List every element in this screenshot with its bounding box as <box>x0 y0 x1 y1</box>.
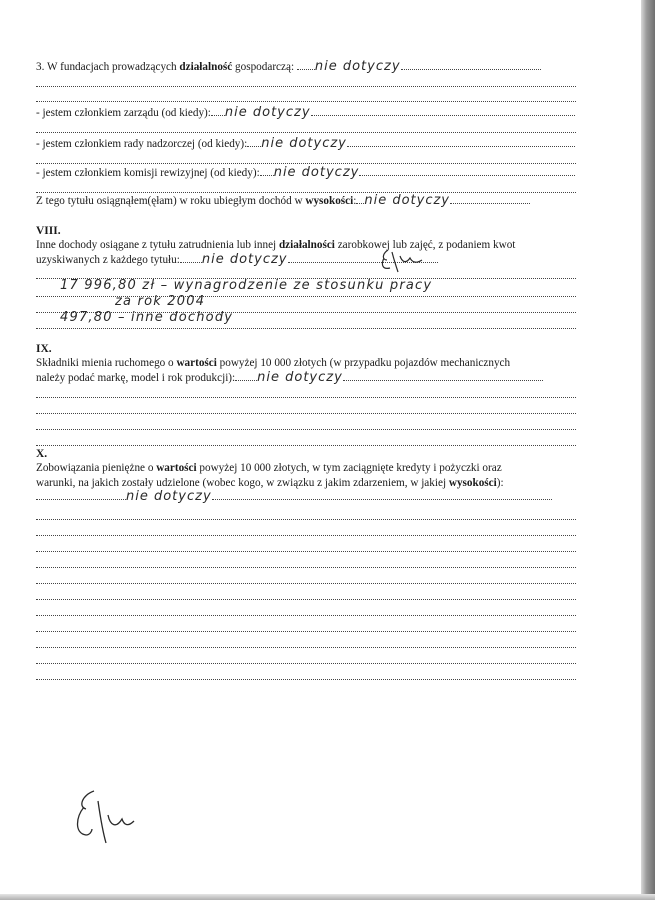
liabilities-handwritten-answer: nie dotyczy <box>126 490 212 504</box>
other-income-label: uzyskiwanych z każdego tytułu: <box>36 254 180 266</box>
other-income-year-answer: za rok 2004 <box>115 294 206 309</box>
audit-committee-label: - jestem członkiem komisji rewizyjnej (od kiedy): <box>36 167 260 179</box>
supervisory-board-handwritten-answer: nie dotyczy <box>261 137 347 151</box>
other-income-text-prefix: Inne dochody osiągane z tytułu zatrudnienia lub innej <box>36 239 279 251</box>
liabilities-text <box>36 461 576 475</box>
signature <box>68 785 138 855</box>
movable-assets-handwritten-answer: nie dotyczy <box>257 371 343 385</box>
other-income-text <box>36 238 576 252</box>
foundations-label: 3. W fundacjach prowadzących <box>36 61 180 73</box>
other-income-text-suffix: zarobkowej lub zajęć, z podaniem kwot <box>334 239 516 251</box>
income-label: Z tego tytułu osiągnąłem(ęłam) w roku ubiegłym dochód w <box>36 195 306 207</box>
foundations-label-bold: działalność <box>179 61 233 73</box>
section-viii-heading: VIII. <box>36 225 61 237</box>
liabilities-text2-prefix: warunki, na jakich zostały udzielone (wobec kogo, w związku z jakim zdarzeniem, w jakiej <box>36 477 449 489</box>
scan-bottom-edge <box>0 894 655 900</box>
liabilities-text2-bold: wysokości <box>448 477 497 489</box>
board-member-line <box>36 106 576 120</box>
income-line <box>36 194 576 208</box>
liabilities-answer-line <box>36 490 576 504</box>
movable-assets-text-2 <box>36 371 576 385</box>
foundations-handwritten-answer: nie dotyczy <box>314 60 401 74</box>
movable-assets-label: należy podać markę, model i rok produkcji): <box>36 372 236 384</box>
movable-assets-text-suffix: powyżej 10 000 złotych (w przypadku pojazdów mechanicznych <box>216 357 511 369</box>
audit-committee-line <box>36 166 576 180</box>
liabilities-text-bold: wartości <box>156 462 197 474</box>
other-income-first-answer: nie dotyczy <box>201 253 288 267</box>
liabilities-text2-suffix: ): <box>496 477 504 489</box>
section-ix-heading: IX. <box>36 343 52 355</box>
board-member-label: - jestem członkiem zarządu (od kiedy): <box>36 107 211 119</box>
liabilities-text-prefix: Zobowiązania pieniężne o <box>36 462 157 474</box>
other-income-other-answer: 497,80 – inne dochody <box>60 310 234 325</box>
section-x-heading: X. <box>36 448 48 460</box>
movable-assets-text-prefix: Składniki mienia ruchomego o <box>36 357 177 369</box>
other-income-employment-answer: 17 996,80 zł – wynagrodzenie ze stosunku pracy <box>60 278 433 293</box>
foundations-line <box>36 60 576 74</box>
board-member-handwritten-answer: nie dotyczy <box>224 106 311 120</box>
supervisory-board-label: - jestem członkiem rady nadzorczej (od kiedy): <box>36 138 248 150</box>
income-handwritten-answer: nie dotyczy <box>364 194 451 208</box>
movable-assets-text <box>36 356 576 370</box>
other-income-text-2 <box>36 253 576 267</box>
liabilities-text-suffix: powyżej 10 000 złotych, w tym zaciągnięte kredyty i pożyczki oraz <box>196 462 502 474</box>
income-label-suffix: : <box>353 195 357 207</box>
movable-assets-text-bold: wartości <box>176 357 217 369</box>
other-income-text-bold: działalności <box>278 239 335 251</box>
foundations-label-suffix: gospodarczą: <box>232 61 297 73</box>
liabilities-text-2 <box>36 476 576 490</box>
initials-signature-small <box>378 246 426 274</box>
scan-right-edge <box>641 0 655 900</box>
audit-committee-handwritten-answer: nie dotyczy <box>273 166 360 180</box>
supervisory-board-line <box>36 137 576 151</box>
income-label-bold: wysokości <box>305 195 354 207</box>
